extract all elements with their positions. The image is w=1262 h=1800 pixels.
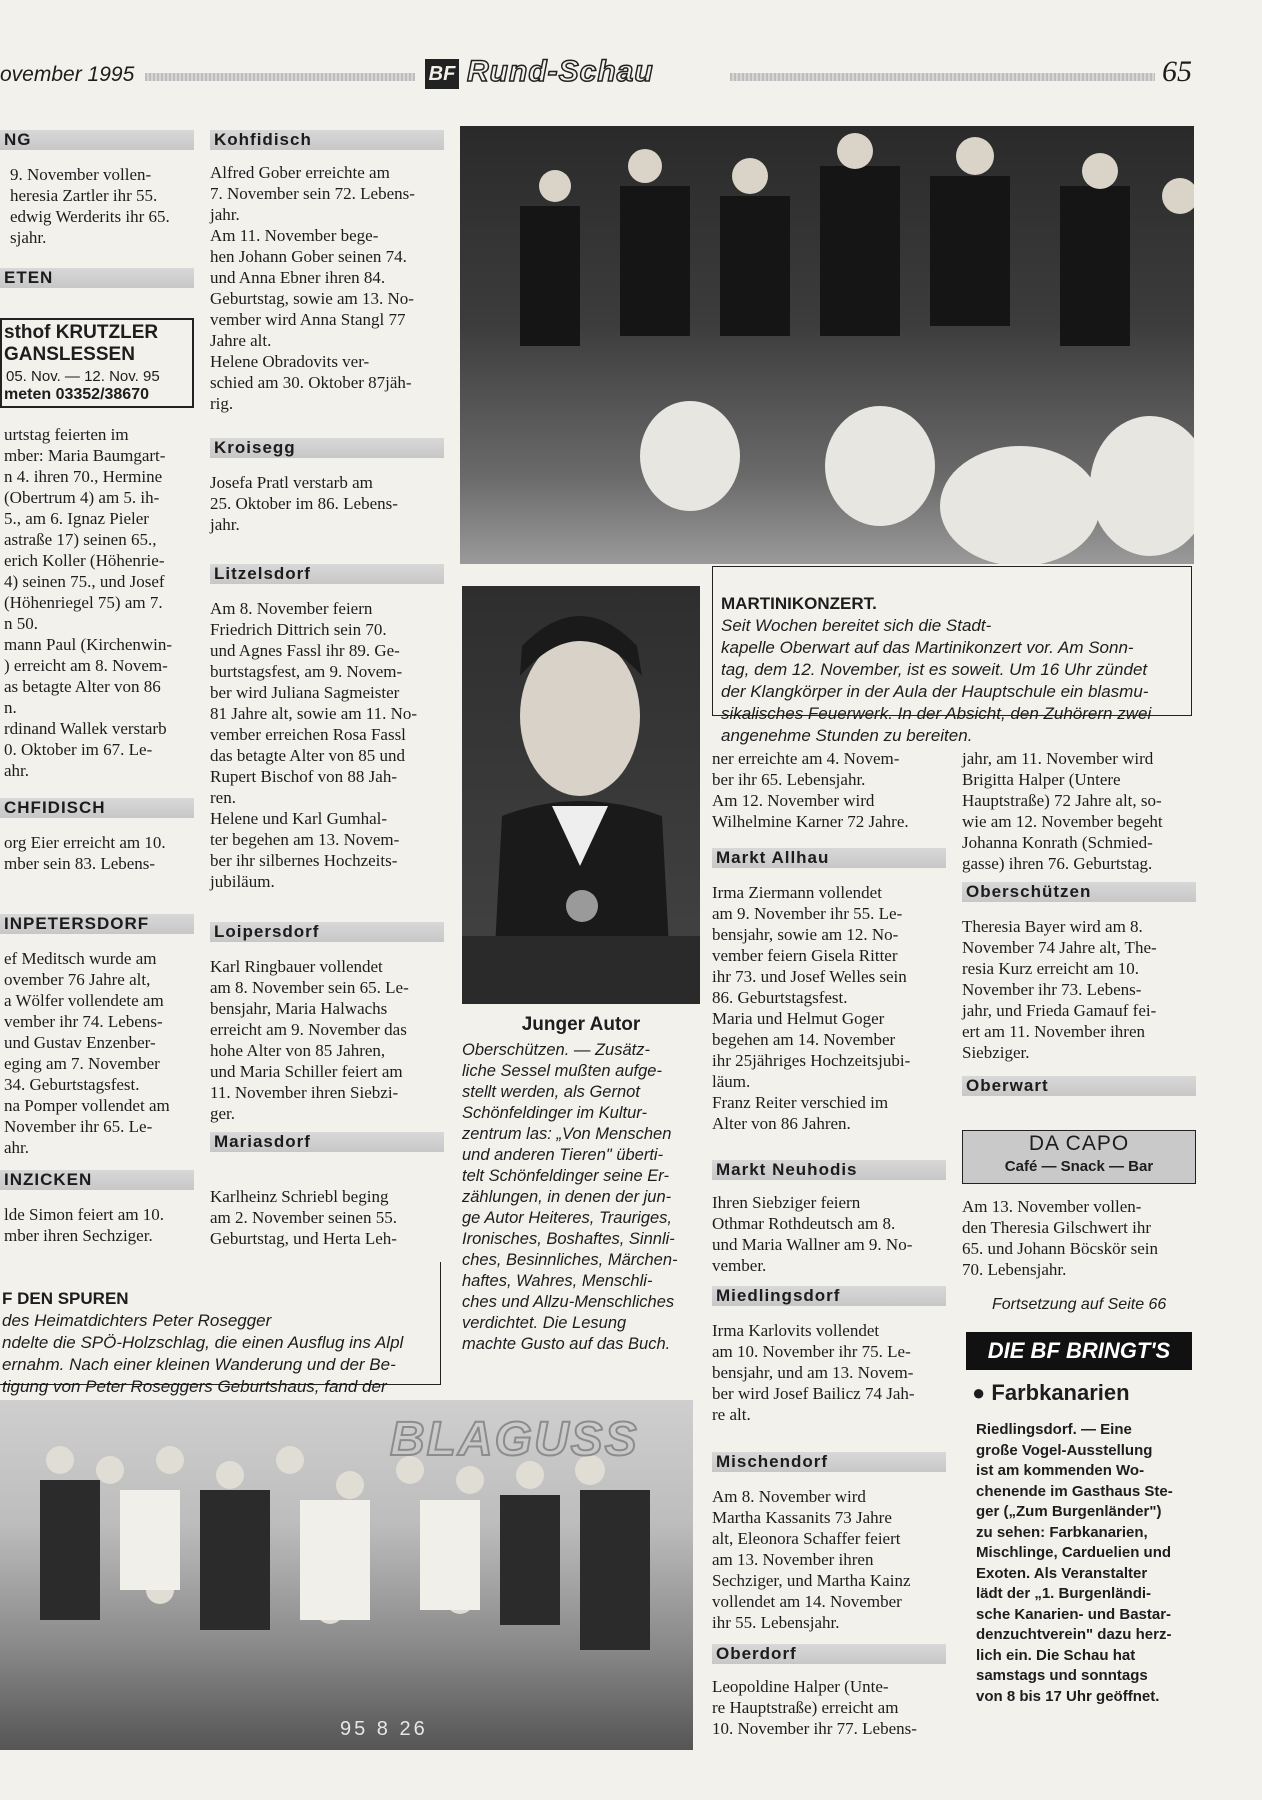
logo-title: Rund-Schau: [467, 55, 654, 88]
article-text: jahr, am 11. November wird Brigitta Halper (Untere Hauptstraße) 72 Jahre alt, so- wie am 12. November begeht Johanna Konrath (Schmied- gasse) ihren 76. Geburtstag.: [962, 749, 1163, 873]
logo: [425, 57, 725, 91]
header-rule-left: [145, 73, 415, 81]
article-text: Leopoldine Halper (Unte- re Hauptstraße) erreicht am 10. November ihr 77. Lebens-: [712, 1677, 917, 1738]
section-heading: Kroisegg: [210, 438, 444, 458]
ad-line: 05. Nov. — 12. Nov. 95: [6, 368, 160, 385]
article-text: Karlheinz Schriebl beging am 2. November seinen 55. Geburtstag, und Herta Leh-: [210, 1187, 397, 1248]
author-text: Oberschützen. — Zusätz- liche Sessel mußten aufge- stellt werden, als Gernot Schönfeldinger im Kultur- zentrum las: „Von Menschen und anderen Tieren" überti- telt Schönfeldinger seine Er- zählungen, in denen der jun- ge Autor Heiteres, Trauriges, Ironisches, Boshaftes, Sinnli- ches, Besinnliches, Märchen- haftes, Wahres, Menschli- ches und Allzu-Menschliches verdichtet. Die Lesung machte Gusto auf das Buch.: [462, 1041, 678, 1353]
bringts-banner: DIE BF BRINGT'S: [966, 1332, 1192, 1370]
article-text: org Eier erreicht am 10. mber sein 83. Lebens-: [4, 833, 166, 873]
ad-dacapo-title: DA CAPO: [1028, 1132, 1130, 1155]
article-text: ner erreichte am 4. Novem- ber ihr 65. Lebensjahr. Am 12. November wird Wilhelmine Karner 72 Jahre.: [712, 749, 909, 831]
author-article: [462, 1012, 700, 1355]
article-text: urtstag feierten im mber: Maria Baumgart- n 4. ihren 70., Hermine (Obertrum 4) am 5. ih- 5., am 6. Ignaz Pieler astraße 17) seinen 65., erich Koller (Höhenrie- 4) seinen 75., und Josef (Höhenriegel 75) am 7. n 50. mann Paul (Kirchenwin- ) erreicht am 8. Novem- as betagte Alter von 86 n. rdinand Wallek verstarb 0. Oktober im 67. Le- ahr.: [4, 425, 173, 780]
article-text: Am 8. November wird Martha Kassanits 73 Jahre alt, Eleonora Schaffer feiert am 13. November ihren Sechziger, und Martha Kainz vollendet am 14. November ihr 55. Lebensjahr.: [712, 1487, 911, 1632]
section-heading: Mariasdorf: [210, 1132, 444, 1152]
concert-photo: [460, 126, 1194, 564]
article-text: Irma Ziermann vollendet am 9. November ihr 55. Le- bensjahr, sowie am 12. No- vember feiern Gisela Ritter ihr 73. und Josef Welles sein 86. Geburtstagsfest. Maria und Helmut Goger begehen am 14. November ihr 25jähriges Hochzeitsjubi- läum. Franz Reiter verschied im Alter von 86 Jahren.: [712, 883, 911, 1133]
group-photo: [0, 1400, 693, 1750]
spuren-body: des Heimatdichters Peter Rosegger ndelte die SPÖ-Holzschlag, die einen Ausflug ins Alpl ernahm. Nach einer kleinen Wanderung und der Be- tigung von Peter Roseggers Geburtshaus, fand der: [2, 1311, 404, 1396]
article-text: ef Meditsch wurde am ovember 76 Jahre alt, a Wölfer vollendete am vember ihr 74. Lebens- und Gustav Enzenber- eging am 7. November 34. Geburtstagsfest. na Pomper vollendet am November ihr 65. Le- ahr.: [4, 949, 170, 1157]
section-heading: Oberdorf: [712, 1644, 946, 1664]
section-heading: Loipersdorf: [210, 922, 444, 942]
ad-dacapo-subtitle: Café — Snack — Bar: [1004, 1158, 1154, 1175]
bringts-title: [972, 1380, 1130, 1406]
section-heading: ETEN: [0, 268, 194, 288]
bringts-box: [966, 1332, 1196, 1752]
author-title: Junger Autor: [521, 1014, 641, 1035]
logo-badge: BF: [425, 59, 459, 89]
caption-bold: MARTINIKONZERT.: [721, 594, 877, 613]
section-heading: Miedlingsdorf: [712, 1286, 946, 1306]
section-heading: Mischendorf: [712, 1452, 946, 1472]
ad-line: meten 03352/38670: [4, 386, 149, 403]
spuren-text-wrap: [2, 1266, 434, 1420]
page-header: [0, 55, 1262, 95]
band-illustration: [460, 126, 1194, 564]
issue-date: ovember 1995: [0, 63, 135, 86]
section-heading: NG: [0, 130, 194, 150]
bringts-title-text: Farbkanarien: [991, 1380, 1130, 1405]
section-heading: Markt Neuhodis: [712, 1160, 946, 1180]
section-heading: INZICKEN: [0, 1170, 194, 1190]
continued-note: Fortsetzung auf Seite 66: [992, 1296, 1167, 1313]
article-text: Josefa Pratl verstarb am 25. Oktober im 86. Lebens- jahr.: [210, 473, 398, 534]
spuren-caption: [0, 1262, 441, 1396]
section-heading: INPETERSDORF: [0, 914, 194, 934]
section-heading: Kohfidisch: [210, 130, 444, 150]
bus-sign: BLAGUSS: [390, 1413, 639, 1466]
concert-caption: [712, 566, 1192, 745]
bullet-icon: ●: [972, 1380, 992, 1405]
article-text: 9. November vollen- heresia Zartler ihr 55. edwig Werderits ihr 65. sjahr.: [10, 165, 170, 247]
section-heading: CHFIDISCH: [0, 798, 194, 818]
section-heading: Markt Allhau: [712, 848, 946, 868]
bringts-text: Riedlingsdorf. — Eine große Vogel-Ausstellung ist am kommenden Wo- chenende im Gasthaus Ste- ger („Zum Burgenländer") zu sehen: Farbkanarien, Mischlinge, Carduelien und Exoten. Als Veranstalter lädt der „1. Burgenländi- sche Kanarien- und Bastar- denzuchtverein" dazu herz- lich ein. Die Schau hat samstags und sonntags von 8 bis 17 Uhr geöffnet.: [976, 1421, 1173, 1705]
spuren-bold: F DEN SPUREN: [2, 1289, 129, 1308]
ad-line: GANSLESSEN: [4, 344, 135, 365]
article-text: Alfred Gober erreichte am 7. November sein 72. Lebens- jahr. Am 11. November bege- hen Johann Gober seinen 74. und Anna Ebner ihren 84. Geburtstag, sowie am 13. No- vember wird Anna Stangl 77 Jahre alt. Helene Obradovits ver- schied am 30. Oktober 87jäh- rig.: [210, 163, 415, 413]
caption-body: Seit Wochen bereitet sich die Stadt- kapelle Oberwart auf das Martinikonzert vor. Am Sonn- tag, dem 12. November, ist es soweit. Um 16 Uhr zündet der Klangkörper in der Aula der Hauptschule ein blasmu- sikalisches Feuerwerk. In der Absicht, den Zuhörern zwei angenehme Stunden zu bereiten.: [721, 616, 1152, 745]
section-heading: Oberschützen: [962, 882, 1196, 902]
author-illustration: [462, 586, 700, 1004]
article-text: Ihren Siebziger feiern Othmar Rothdeutsch am 8. und Maria Wallner am 9. No- vember.: [712, 1193, 913, 1275]
ad-line: sthof KRUTZLER: [4, 322, 159, 343]
section-heading: Litzelsdorf: [210, 564, 444, 584]
caption-text: [721, 571, 1187, 747]
header-rule-right: [730, 73, 1155, 81]
article-text: Karl Ringbauer vollendet am 8. November sein 65. Le- bensjahr, Maria Halwachs erreicht am 9. November das hohe Alter von 85 Jahren, und Maria Schiller feiert am 11. November ihren Siebzi- ger.: [210, 957, 409, 1123]
article-text: lde Simon feiert am 10. mber ihren Sechziger.: [4, 1205, 165, 1245]
article-text: Theresia Bayer wird am 8. November 74 Jahre alt, The- resia Kurz erreicht am 10. November ihr 73. Lebens- jahr, und Frieda Gamauf fei- ert am 11. November ihren Siebziger.: [962, 917, 1157, 1062]
page-number: 65: [1162, 55, 1192, 88]
author-photo: [462, 586, 700, 1004]
article-text: Irma Karlovits vollendet am 10. November ihr 75. Le- bensjahr, und am 13. Novem- ber wird Josef Bailicz 74 Jah- re alt.: [712, 1321, 915, 1424]
section-heading: Oberwart: [962, 1076, 1196, 1096]
ad-dacapo: [962, 1130, 1196, 1184]
ad-krutzler: [0, 318, 194, 408]
date-stamp: 95 8 26: [340, 1718, 428, 1740]
article-text: Am 8. November feiern Friedrich Dittrich sein 70. und Agnes Fassl ihr 89. Ge- burtstagsfest, am 9. Novem- ber wird Juliana Sagmeister 81 Jahre alt, sowie am 11. No- vember erreichen Rosa Fassl das betagte Alter von 85 und Rupert Bischof von 88 Jah- ren. Helene und Karl Gumhal- ter begehen am 13. Novem- ber ihr silbernes Hochzeits- jubiläum.: [210, 599, 418, 891]
article-text: Am 13. November vollen- den Theresia Gilschwert ihr 65. und Johann Böcskör sein 70. Lebensjahr.: [962, 1197, 1158, 1279]
